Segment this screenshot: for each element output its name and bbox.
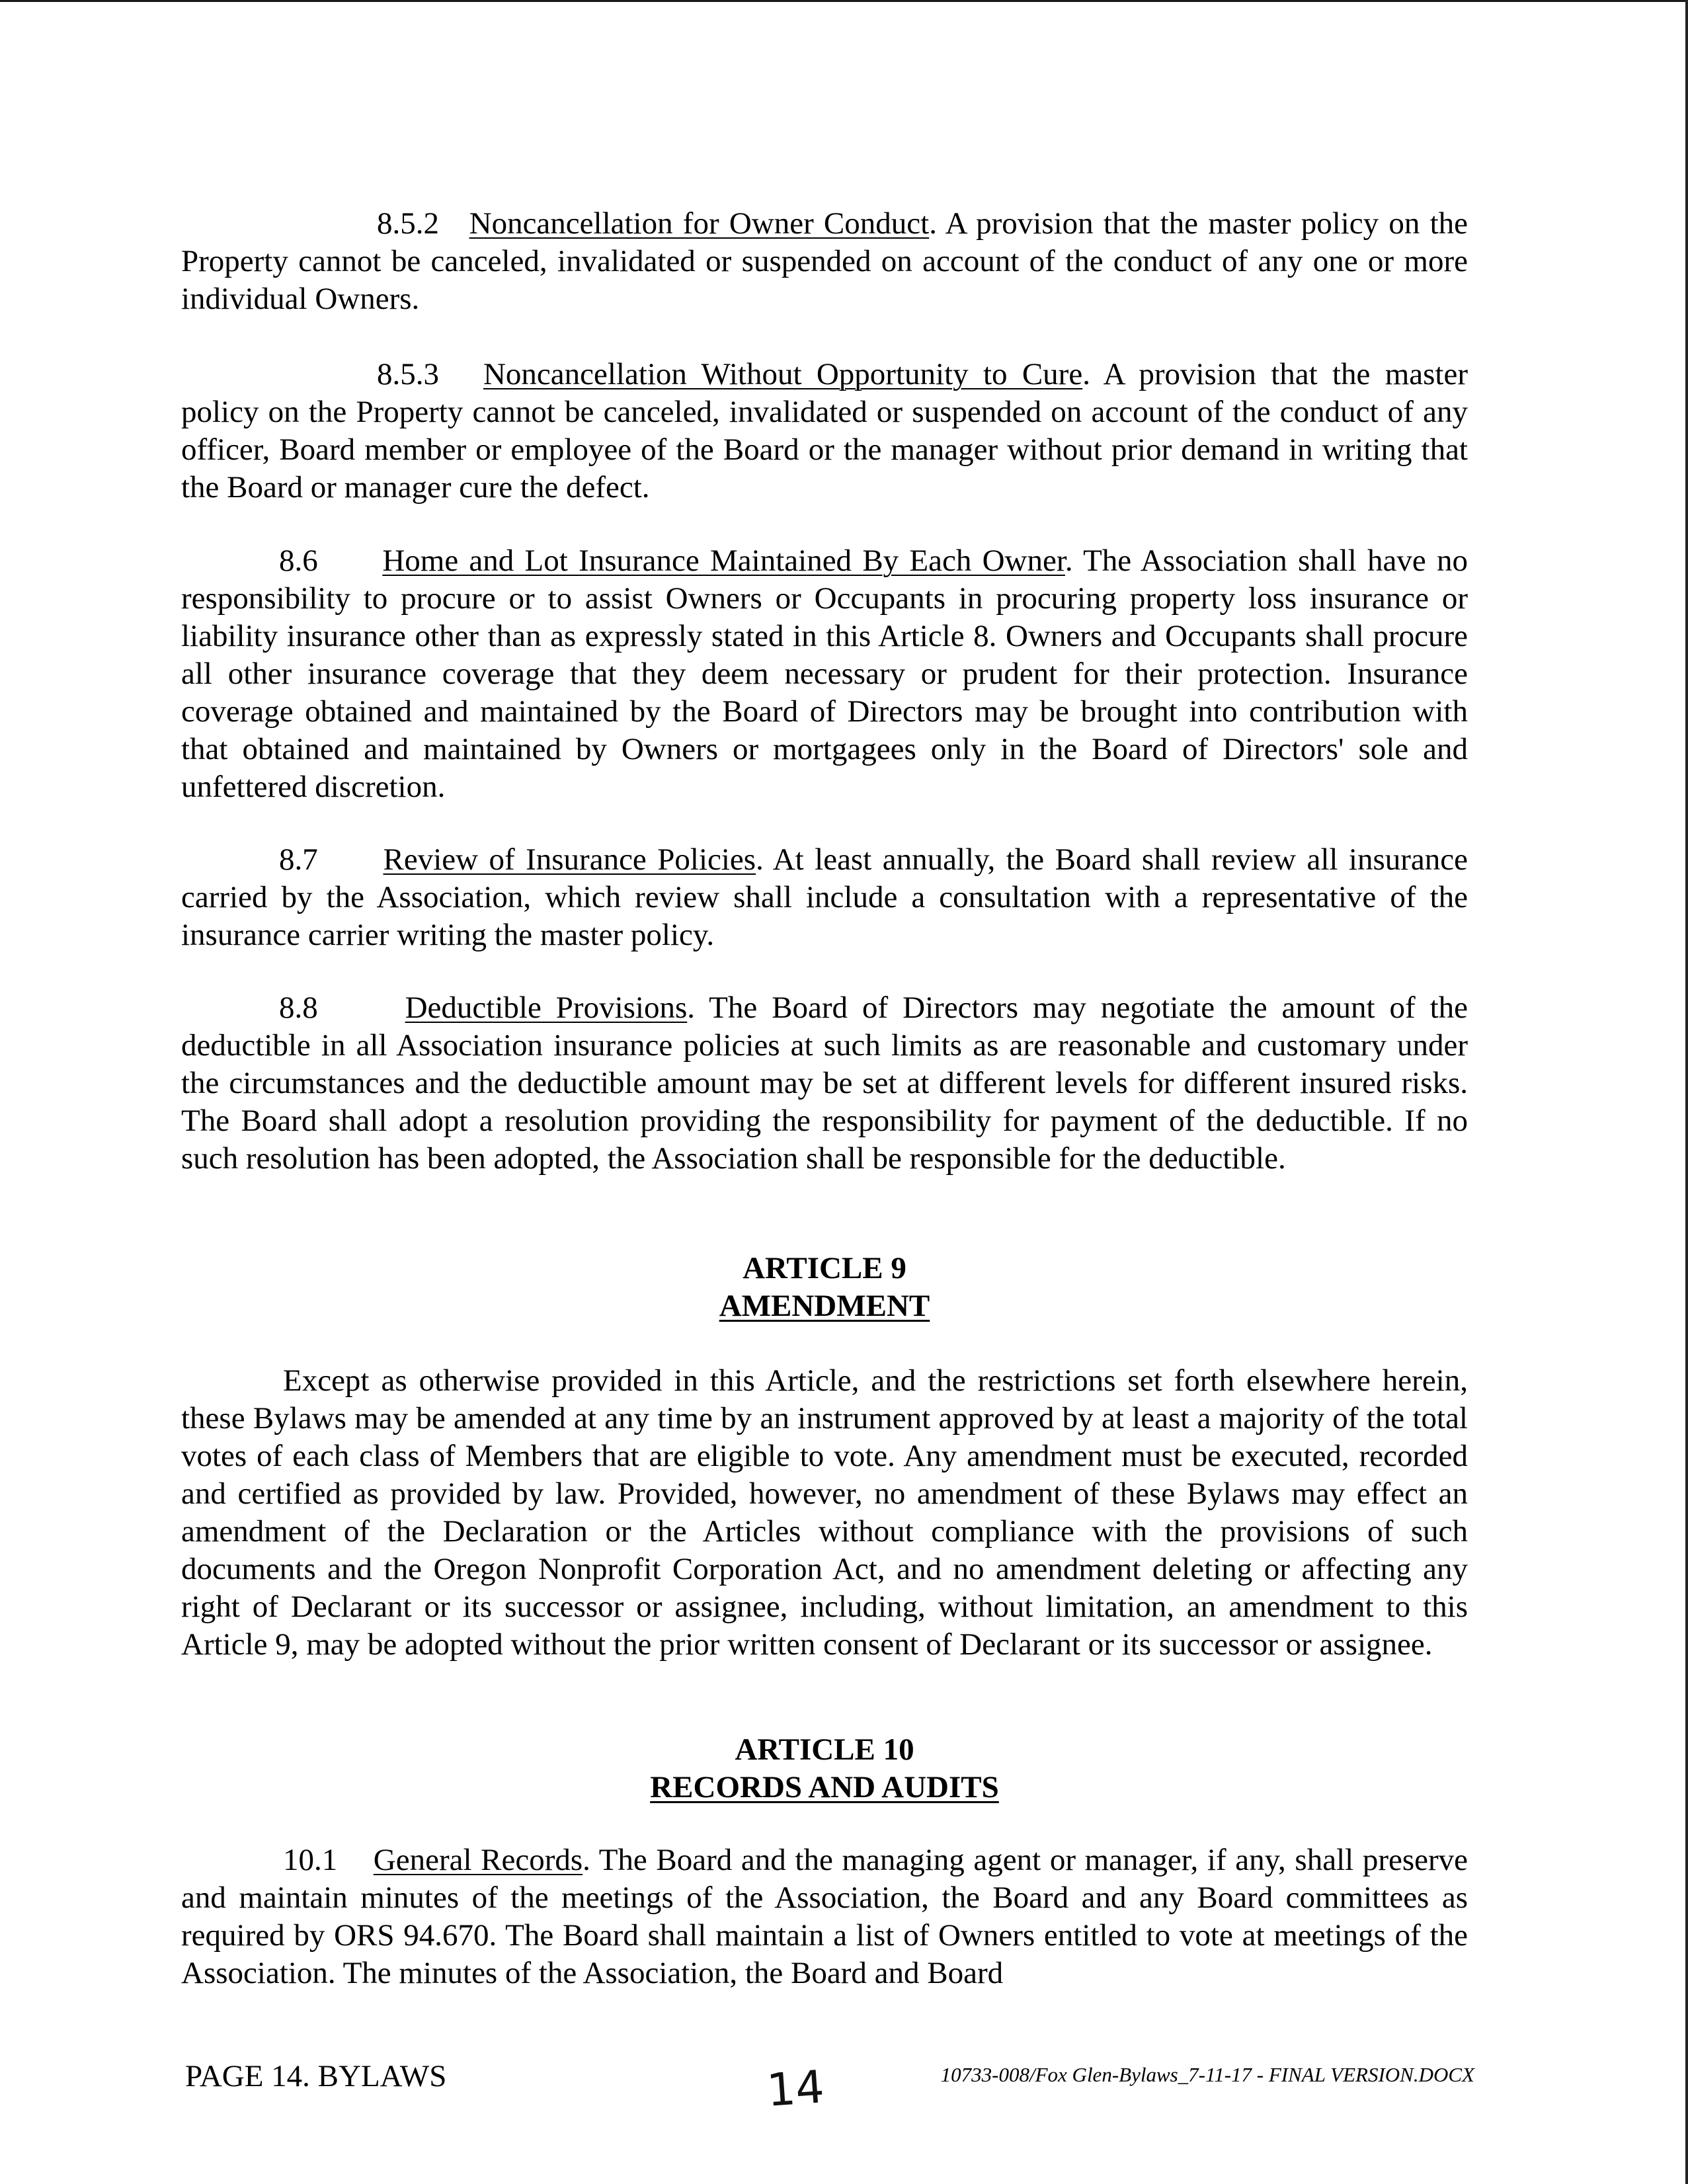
handwritten-page-number: 14 xyxy=(765,2061,826,2117)
section-number: 8.7 xyxy=(279,842,318,877)
section-title: Deductible Provisions xyxy=(405,991,688,1025)
article-9-heading xyxy=(181,1250,1468,1325)
section-8-5-2 xyxy=(181,205,1468,318)
article-10-heading xyxy=(181,1731,1468,1806)
section-title: General Records xyxy=(373,1843,583,1877)
section-text: . The Board of Directors may negotiate the amount of the deductible in all Association insurance policies at such limits as are reasonable and customary under the circumstances and the deductible amount may be set at different levels for different insured risks. The Board shall adopt a resolution providing the responsibility for payment of the deductible. If no such resolution has been adopted, the Association shall be responsible for the deductible. xyxy=(181,991,1468,1176)
section-title: Review of Insurance Policies xyxy=(383,842,756,877)
section-number: 8.5.2 xyxy=(377,206,439,241)
article-label: ARTICLE 9 xyxy=(743,1251,906,1285)
section-title: Noncancellation for Owner Conduct xyxy=(469,206,930,241)
section-number: 8.6 xyxy=(279,544,318,578)
section-text: . The Association shall have no responsibility to procure or to assist Owners or Occupants in procuring property loss insurance or liability insurance other than as expressly stated in this Article 8. Owners and Occupants shall procure all other insurance coverage that they deem necessary or prudent for their protection. Insurance coverage obtained and maintained by the Board of Directors may be brought into contribution with that obtained and maintained by Owners or mortgagees only in the Board of Directors' sole and unfettered discretion. xyxy=(181,544,1468,804)
section-title: Noncancellation Without Opportunity to Cure xyxy=(483,357,1083,391)
article-label: ARTICLE 10 xyxy=(735,1732,914,1767)
section-number: 10.1 xyxy=(283,1843,338,1877)
article-title: AMENDMENT xyxy=(719,1289,930,1323)
section-8-5-3 xyxy=(181,356,1468,506)
section-title: Home and Lot Insurance Maintained By Each Owner xyxy=(382,544,1065,578)
scan-edge-right xyxy=(1685,0,1688,2184)
footer-page-label: PAGE 14. BYLAWS xyxy=(185,2059,447,2093)
section-number: 8.8 xyxy=(279,991,318,1025)
article-9-body xyxy=(181,1362,1468,1664)
section-8-7 xyxy=(181,841,1468,954)
section-text: . A provision that the master policy on the Property cannot be canceled, invalidated or suspended on account of the conduct of any officer, Board member or employee of the Board or the manager without prior demand in writing that the Board or manager cure the defect. xyxy=(181,357,1468,505)
scan-edge-top xyxy=(0,0,1688,2)
section-8-8 xyxy=(181,989,1468,1178)
section-10-1 xyxy=(181,1841,1468,1992)
article-title: RECORDS AND AUDITS xyxy=(650,1770,999,1804)
footer-file-reference: 10733-008/Fox Glen-Bylaws_7-11-17 - FINAL VERSION.DOCX xyxy=(940,2063,1474,2086)
section-8-6 xyxy=(181,542,1468,806)
article-text: Except as otherwise provided in this Article, and the restrictions set forth elsewhere herein, these Bylaws may be amended at any time by an instrument approved by at least a majority of the total votes of each class of Members that are eligible to vote. Any amendment must be executed, recorded and certified as provided by law. Provided, however, no amendment of these Bylaws may effect an amendment of the Declaration or the Articles without compliance with the provisions of such documents and the Oregon Nonprofit Corporation Act, and no amendment deleting or affecting any right of Declarant or its successor or assignee, including, without limitation, an amendment to this Article 9, may be adopted without the prior written consent of Declarant or its successor or assignee. xyxy=(181,1363,1468,1662)
section-text: . At least annually, the Board shall review all insurance carried by the Association, which review shall include a consultation with a representative of the insurance carrier writing the master policy. xyxy=(181,842,1468,952)
section-number: 8.5.3 xyxy=(377,357,439,391)
section-text: . The Board and the managing agent or manager, if any, shall preserve and maintain minutes of the meetings of the Association, the Board and any Board committees as required by ORS 94.670. The Board shall maintain a list of Owners entitled to vote at meetings of the Association. The minutes of the Association, the Board and Board xyxy=(181,1843,1468,1990)
section-text: . A provision that the master policy on the Property cannot be canceled, invalidated or suspended on account of the conduct of any one or more individual Owners. xyxy=(181,206,1468,316)
